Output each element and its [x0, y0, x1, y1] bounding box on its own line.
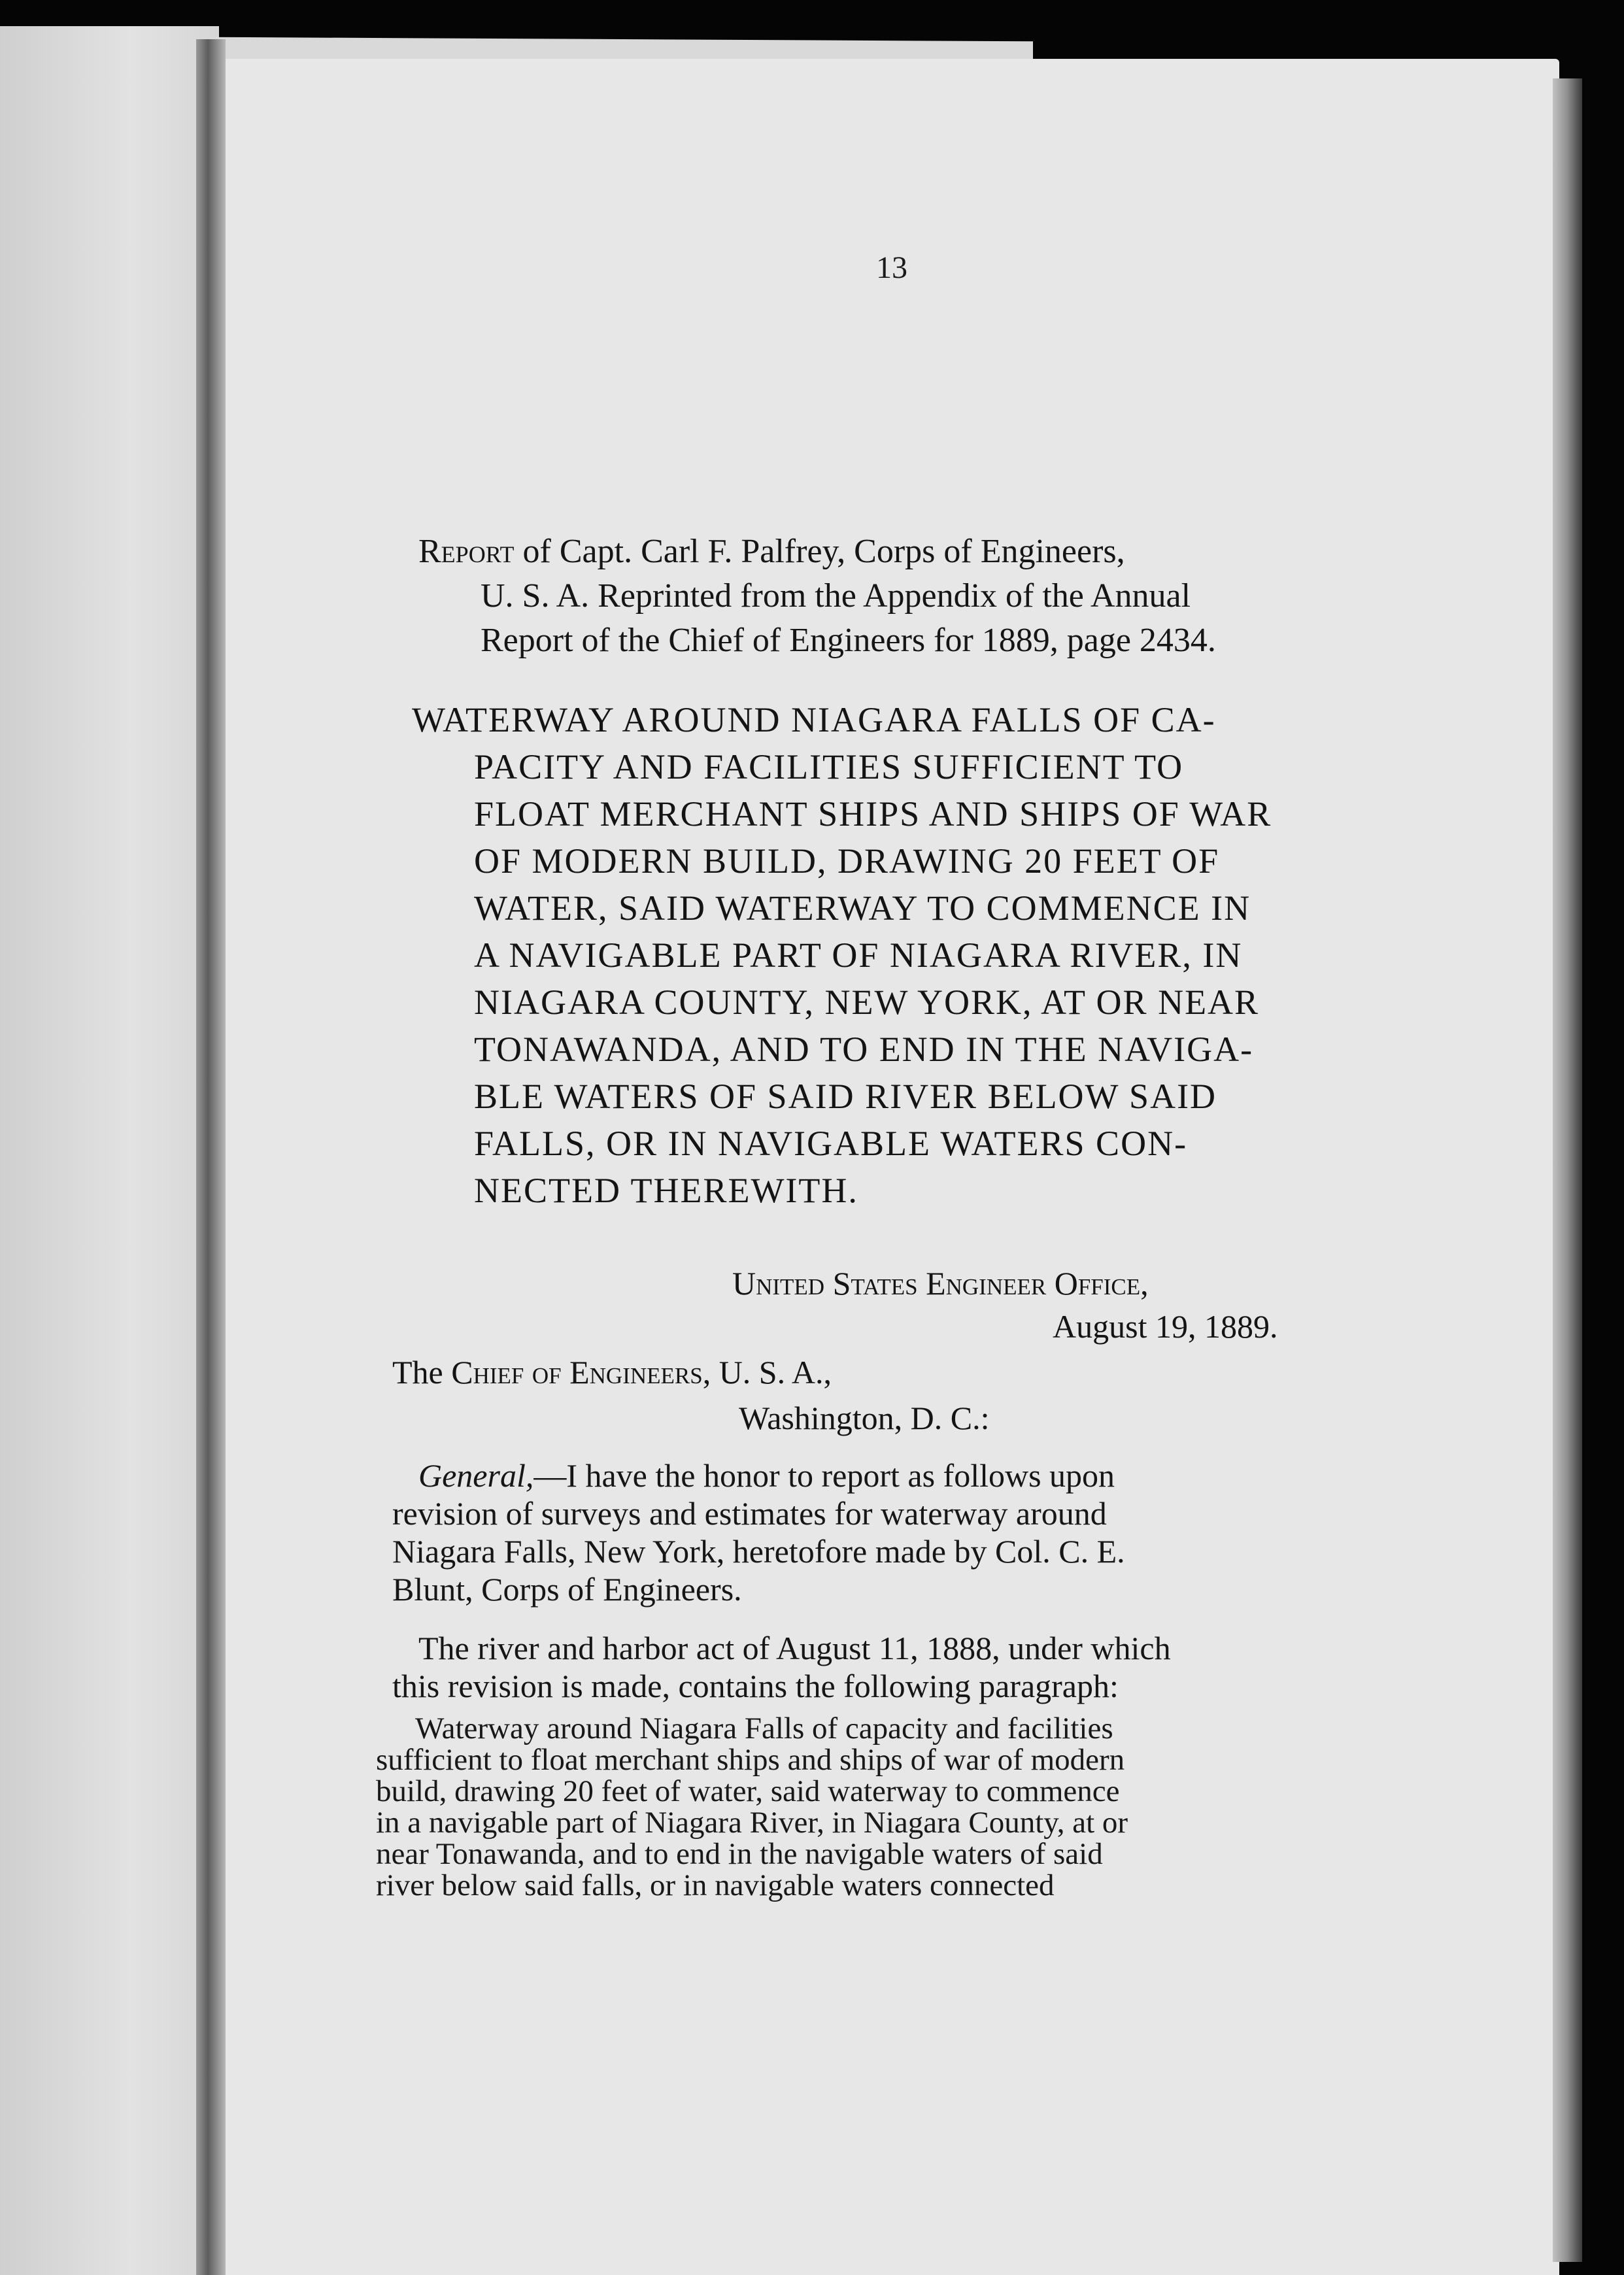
left-facing-page	[0, 26, 219, 2275]
paragraph-line: General,—I have the honor to report as follows upon	[418, 1457, 1115, 1494]
paragraph-line: revision of surveys and estimates for waterway around	[392, 1495, 1107, 1532]
heading-line: WATERWAY AROUND NIAGARA FALLS OF CA-	[412, 700, 1216, 739]
heading-line: PACITY AND FACILITIES SUFFICIENT TO	[474, 747, 1184, 786]
heading-line: NECTED THEREWITH.	[474, 1171, 858, 1210]
section-heading	[412, 696, 1360, 1214]
report-line-2: U. S. A. Reprinted from the Appendix of the Annual	[481, 577, 1191, 615]
paragraph-line: The river and harbor act of August 11, 1888, under which	[418, 1630, 1171, 1666]
report-lead: Report	[418, 533, 515, 570]
quote-line: Waterway around Niagara Falls of capacity and facilities	[415, 1711, 1113, 1745]
letter-city: Washington, D. C.:	[739, 1400, 990, 1436]
letter-date: August 19, 1889.	[1053, 1308, 1278, 1345]
heading-line: FALLS, OR IN NAVIGABLE WATERS CON-	[474, 1124, 1188, 1163]
quote-line: river below said falls, or in navigable waters connected	[376, 1868, 1055, 1902]
paragraph-act	[392, 1629, 1340, 1705]
page-number: 13	[876, 250, 907, 285]
letter-office: United States Engineer Office,	[732, 1265, 1149, 1302]
book-gutter	[196, 39, 226, 2275]
heading-line: WATER, SAID WATERWAY TO COMMENCE IN	[474, 888, 1251, 928]
report-line-1: Report of Capt. Carl F. Palfrey, Corps of Engineers,	[418, 533, 1125, 570]
report-line-3: Report of the Chief of Engineers for 1889, page 2434.	[481, 622, 1216, 659]
paragraph-general	[392, 1457, 1340, 1608]
letter-addressee: The Chief of Engineers, U. S. A.,	[392, 1354, 832, 1390]
quote-line: near Tonawanda, and to end in the navigable waters of said	[376, 1837, 1103, 1871]
paragraph-line: Blunt, Corps of Engineers.	[392, 1571, 742, 1608]
paragraph-lead: General,	[418, 1457, 534, 1494]
heading-line: BLE WATERS OF SAID RIVER BELOW SAID	[474, 1077, 1217, 1116]
heading-line: A NAVIGABLE PART OF NIAGARA RIVER, IN	[474, 935, 1243, 975]
paragraph-line: Niagara Falls, New York, heretofore made by Col. C. E.	[392, 1533, 1125, 1570]
paragraph-line: this revision is made, contains the following paragraph:	[392, 1668, 1119, 1704]
quote-line: sufficient to float merchant ships and ships of war of modern	[376, 1743, 1125, 1777]
page-edge	[1553, 78, 1582, 2262]
report-citation	[418, 530, 1373, 663]
quoted-paragraph	[376, 1713, 1337, 1901]
heading-line: OF MODERN BUILD, DRAWING 20 FEET OF	[474, 841, 1220, 881]
heading-line: NIAGARA COUNTY, NEW YORK, AT OR NEAR	[474, 983, 1260, 1022]
quote-line: build, drawing 20 feet of water, said waterway to commence	[376, 1774, 1120, 1808]
heading-line: TONAWANDA, AND TO END IN THE NAVIGA-	[474, 1030, 1254, 1069]
quote-line: in a navigable part of Niagara River, in Niagara County, at or	[376, 1806, 1128, 1840]
heading-line: FLOAT MERCHANT SHIPS AND SHIPS OF WAR	[474, 794, 1272, 834]
